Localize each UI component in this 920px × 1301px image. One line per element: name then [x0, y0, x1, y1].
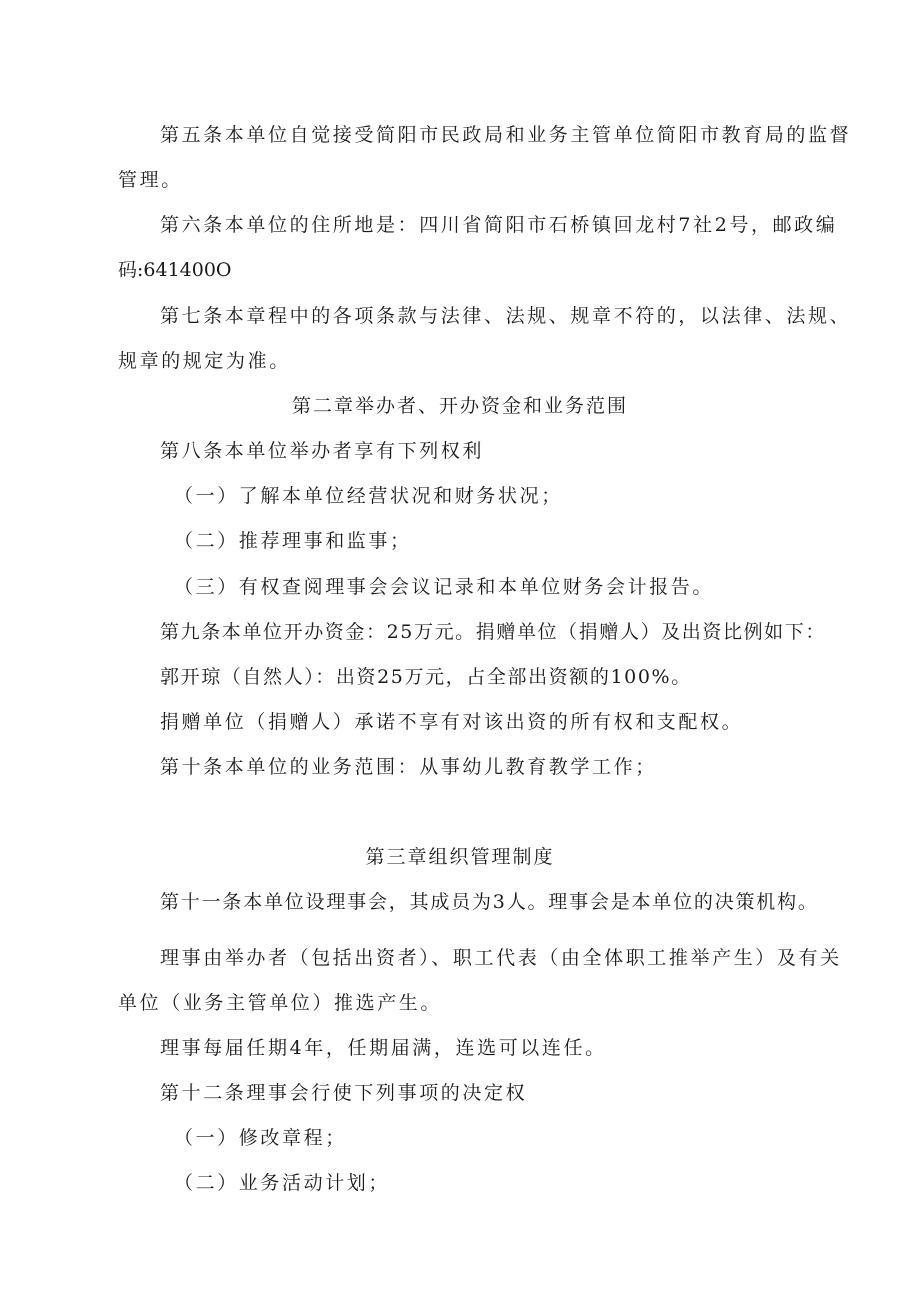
- article-8-item-2: （二）推荐理事和监事；: [174, 530, 412, 552]
- article-9-line-3: 捐赠单位（捐赠人）承诺不享有对该出资的所有权和支配权。: [160, 711, 744, 733]
- article-12-heading: 第十二条理事会行使下列事项的决定权: [160, 1082, 528, 1104]
- article-8-item-3: （三）有权查阅理事会会议记录和本单位财务会计报告。: [174, 576, 715, 598]
- chapter-2-heading: 第二章举办者、开办资金和业务范围: [291, 395, 628, 417]
- article-5-line-2: 管理。: [118, 169, 183, 191]
- article-11-line-3: 单位（业务主管单位）推选产生。: [118, 992, 443, 1014]
- article-12-item-2: （二）业务活动计划；: [174, 1172, 391, 1194]
- article-8-item-1: （一）了解本单位经营状况和财务状况；: [174, 485, 563, 507]
- article-12-item-1: （一）修改章程；: [174, 1127, 347, 1149]
- article-10: 第十条本单位的业务范围：从事幼儿教育教学工作；: [160, 756, 657, 778]
- article-7-line-1: 第七条本章程中的各项条款与法律、法规、规章不符的，以法律、法规、: [160, 305, 852, 327]
- article-7-line-2: 规章的规定为准。: [118, 350, 291, 372]
- article-5-line-1: 第五条本单位自觉接受简阳市民政局和业务主管单位简阳市教育局的监督: [160, 124, 852, 146]
- article-11-line-2: 理事由举办者（包括出资者）、职工代表（由全体职工推举产生）及有关: [160, 947, 842, 969]
- article-11-line-1: 第十一条本单位设理事会，其成员为3人。理事会是本单位的决策机构。: [160, 891, 819, 913]
- article-6-line-1: 第六条本单位的住所地是：四川省简阳市石桥镇回龙村7社2号，邮政编: [160, 214, 838, 236]
- article-9-line-2: 郭开琼（自然人）：出资25万元，占全部出资额的100%。: [160, 666, 692, 688]
- article-6-line-2: 码:641400O: [118, 259, 232, 281]
- article-9-line-1: 第九条本单位开办资金：25万元。捐赠单位（捐赠人）及出资比例如下：: [160, 621, 826, 643]
- chapter-3-heading: 第三章组织管理制度: [365, 846, 555, 868]
- article-11-line-4: 理事每届任期4年，任期届满，连选可以连任。: [160, 1037, 607, 1059]
- article-8-heading: 第八条本单位举办者享有下列权利: [160, 440, 485, 462]
